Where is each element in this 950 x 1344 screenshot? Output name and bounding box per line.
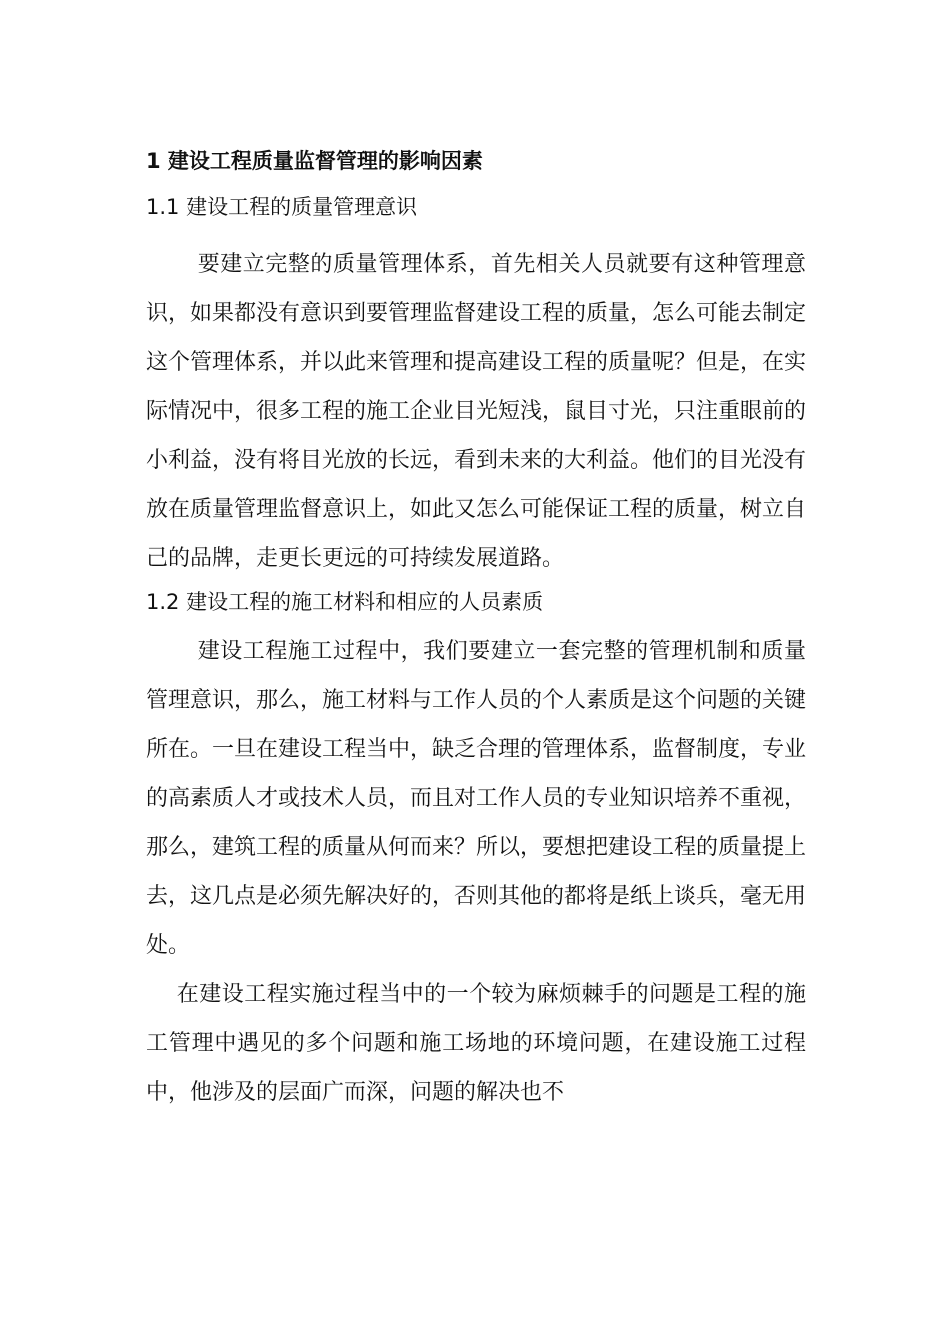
section-heading-1-1: 1.1 建设工程的质量管理意识: [146, 195, 418, 219]
section-1-2-paragraph-2: 在建设工程实施过程当中的一个较为麻烦棘手的问题是工程的施工管理中遇见的多个问题和施工场地的环境问题，在建设施工过程中，他涉及的层面广而深，问题的解决也不: [146, 982, 806, 1105]
section-heading-1-2: 1.2 建设工程的施工材料和相应的人员素质: [146, 590, 544, 614]
section-1-1-paragraph: 要建立完整的质量管理体系，首先相关人员就要有这种管理意识，如果都没有意识到要管理监督建设工程的质量，怎么可能去制定这个管理体系，并以此来管理和提高建设工程的质量呢？但是，在实际情况中，很多工程的施工企业目光短浅，鼠目寸光，只注重眼前的小利益，没有将目光放的长远，看到未来的大利益。他们的目光没有放在质量管理监督意识上，如此又怎么可能保证工程的质量，树立自己的品牌，走更长更远的可持续发展道路。: [146, 252, 807, 571]
document-page: [146, 148, 806, 1117]
section-1-2-paragraph-1: 建设工程施工过程中，我们要建立一套完整的管理机制和质量管理意识，那么，施工材料与工作人员的个人素质是这个问题的关键所在。一旦在建设工程当中，缺乏合理的管理体系，监督制度，专业的高素质人才或技术人员，而且对工作人员的专业知识培养不重视，那么，建筑工程的质量从何而来？所以，要想把建设工程的质量提上去，这几点是必须先解决好的，否则其他的都将是纸上谈兵，毫无用处。: [146, 639, 807, 958]
main-heading: 1 建设工程质量监督管理的影响因素: [146, 149, 483, 173]
